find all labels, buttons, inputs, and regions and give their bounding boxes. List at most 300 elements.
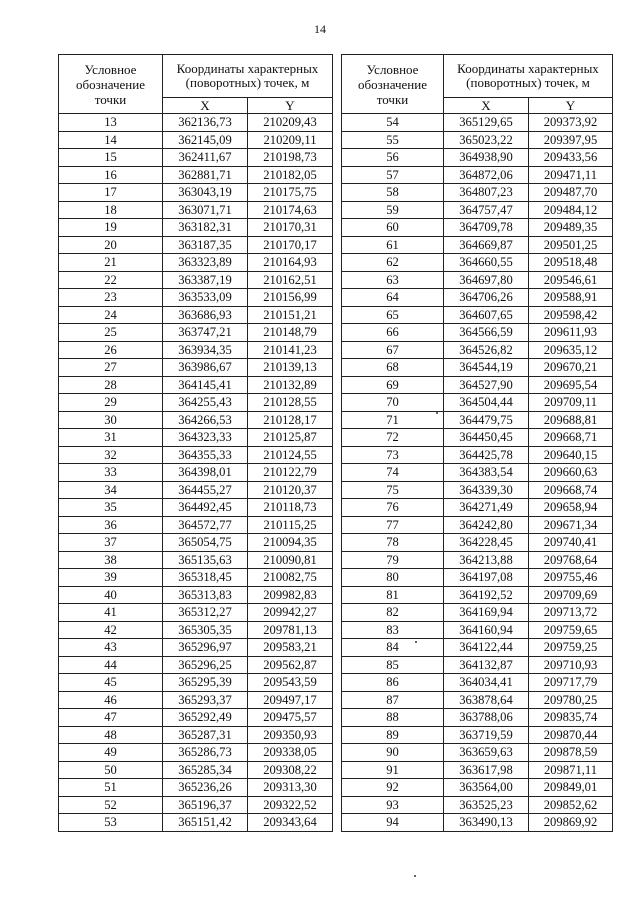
x-coordinate-cell: 364872,06 — [444, 166, 529, 184]
y-coordinate-cell: 209870,44 — [529, 726, 613, 744]
table-row — [59, 639, 333, 657]
point-number-cell: 41 — [59, 604, 163, 622]
x-coordinate-cell: 363043,19 — [163, 184, 248, 202]
point-number-cell: 85 — [342, 656, 444, 674]
y-coordinate-cell: 210175,75 — [248, 184, 333, 202]
y-coordinate-cell: 210164,93 — [248, 254, 333, 272]
table-row — [59, 586, 333, 604]
x-coordinate-cell: 364213,88 — [444, 551, 529, 569]
y-coordinate-cell: 210082,75 — [248, 569, 333, 587]
point-number-cell: 55 — [342, 131, 444, 149]
y-coordinate-cell: 209583,21 — [248, 639, 333, 657]
point-number-cell: 26 — [59, 341, 163, 359]
x-coordinate-cell: 365296,25 — [163, 656, 248, 674]
table-row — [342, 516, 613, 534]
y-coordinate-cell: 210162,51 — [248, 271, 333, 289]
y-coordinate-cell: 210198,73 — [248, 149, 333, 167]
x-coordinate-cell: 365135,63 — [163, 551, 248, 569]
point-number-cell: 68 — [342, 359, 444, 377]
y-coordinate-cell: 209489,35 — [529, 219, 613, 237]
y-coordinate-cell: 209755,46 — [529, 569, 613, 587]
table-row — [342, 114, 613, 132]
y-coordinate-cell: 209640,15 — [529, 446, 613, 464]
point-number-cell: 35 — [59, 499, 163, 517]
y-coordinate-cell: 209695,54 — [529, 376, 613, 394]
table-row — [342, 166, 613, 184]
table-row — [59, 411, 333, 429]
page-number: 14 — [314, 22, 326, 36]
table-row — [342, 429, 613, 447]
table-row — [59, 446, 333, 464]
x-coordinate-cell: 363719,59 — [444, 726, 529, 744]
y-coordinate-cell: 209759,65 — [529, 621, 613, 639]
y-coordinate-cell: 209668,71 — [529, 429, 613, 447]
point-number-cell: 78 — [342, 534, 444, 552]
x-coordinate-cell: 363187,35 — [163, 236, 248, 254]
coordinates-table-left — [58, 54, 333, 832]
table-row — [59, 376, 333, 394]
y-coordinate-cell: 209713,72 — [529, 604, 613, 622]
point-number-cell: 76 — [342, 499, 444, 517]
point-number-cell: 62 — [342, 254, 444, 272]
point-number-cell: 84 — [342, 639, 444, 657]
y-coordinate-cell: 210128,17 — [248, 411, 333, 429]
table-row — [59, 604, 333, 622]
point-number-cell: 92 — [342, 779, 444, 797]
y-coordinate-cell: 210115,25 — [248, 516, 333, 534]
x-coordinate-cell: 364034,41 — [444, 674, 529, 692]
point-number-cell: 87 — [342, 691, 444, 709]
x-coordinate-cell: 365295,39 — [163, 674, 248, 692]
y-coordinate-cell: 209322,52 — [248, 796, 333, 814]
y-coordinate-cell: 209487,70 — [529, 184, 613, 202]
coordinates-table-right — [341, 54, 613, 832]
point-number-cell: 21 — [59, 254, 163, 272]
x-coordinate-cell: 364807,23 — [444, 184, 529, 202]
x-coordinate-cell: 362411,67 — [163, 149, 248, 167]
x-coordinate-cell: 364479,75 — [444, 411, 529, 429]
y-coordinate-cell: 209982,83 — [248, 586, 333, 604]
y-coordinate-cell: 210141,23 — [248, 341, 333, 359]
y-coordinate-cell: 210090,81 — [248, 551, 333, 569]
x-coordinate-cell: 363323,89 — [163, 254, 248, 272]
point-number-cell: 47 — [59, 709, 163, 727]
table-row — [59, 551, 333, 569]
y-coordinate-cell: 209562,87 — [248, 656, 333, 674]
point-label-header: Условное обозначение точки — [59, 55, 163, 114]
point-number-cell: 23 — [59, 289, 163, 307]
x-coordinate-cell: 365296,97 — [163, 639, 248, 657]
table-row — [59, 114, 333, 132]
y-coordinate-cell: 210124,55 — [248, 446, 333, 464]
y-coordinate-cell: 210151,21 — [248, 306, 333, 324]
point-number-cell: 72 — [342, 429, 444, 447]
table-row — [342, 744, 613, 762]
table-row — [59, 131, 333, 149]
scan-speck — [436, 412, 438, 414]
table-row — [59, 236, 333, 254]
y-coordinate-cell: 210170,17 — [248, 236, 333, 254]
y-coordinate-cell: 209343,64 — [248, 814, 333, 832]
table-row — [59, 814, 333, 832]
table-row — [59, 184, 333, 202]
y-coordinate-cell: 209670,21 — [529, 359, 613, 377]
x-coordinate-cell: 364504,44 — [444, 394, 529, 412]
x-coordinate-cell: 364660,55 — [444, 254, 529, 272]
point-number-cell: 18 — [59, 201, 163, 219]
table-row — [342, 289, 613, 307]
x-coordinate-cell: 363071,71 — [163, 201, 248, 219]
table-row — [59, 289, 333, 307]
point-number-cell: 39 — [59, 569, 163, 587]
x-coordinate-cell: 364242,80 — [444, 516, 529, 534]
table-row — [59, 324, 333, 342]
point-number-cell: 53 — [59, 814, 163, 832]
point-number-cell: 64 — [342, 289, 444, 307]
y-coordinate-cell: 209710,93 — [529, 656, 613, 674]
table-row — [59, 499, 333, 517]
point-number-cell: 57 — [342, 166, 444, 184]
y-coordinate-cell: 209709,69 — [529, 586, 613, 604]
point-number-cell: 73 — [342, 446, 444, 464]
point-number-cell: 56 — [342, 149, 444, 167]
point-number-cell: 50 — [59, 761, 163, 779]
y-coordinate-cell: 209308,22 — [248, 761, 333, 779]
point-number-cell: 59 — [342, 201, 444, 219]
table-row — [59, 569, 333, 587]
x-header: X — [163, 98, 248, 114]
x-coordinate-cell: 363182,31 — [163, 219, 248, 237]
point-number-cell: 61 — [342, 236, 444, 254]
point-number-cell: 13 — [59, 114, 163, 132]
y-coordinate-cell: 209373,92 — [529, 114, 613, 132]
x-coordinate-cell: 363533,09 — [163, 289, 248, 307]
table-row — [59, 674, 333, 692]
x-coordinate-cell: 364132,87 — [444, 656, 529, 674]
point-number-cell: 77 — [342, 516, 444, 534]
x-coordinate-cell: 363986,67 — [163, 359, 248, 377]
x-coordinate-cell: 363490,13 — [444, 814, 529, 832]
point-number-cell: 31 — [59, 429, 163, 447]
point-number-cell: 44 — [59, 656, 163, 674]
y-coordinate-cell: 209475,57 — [248, 709, 333, 727]
point-number-cell: 25 — [59, 324, 163, 342]
point-number-cell: 65 — [342, 306, 444, 324]
point-number-cell: 82 — [342, 604, 444, 622]
y-coordinate-cell: 209878,59 — [529, 744, 613, 762]
table-row — [59, 709, 333, 727]
y-coordinate-cell: 209852,62 — [529, 796, 613, 814]
x-coordinate-cell: 364323,33 — [163, 429, 248, 447]
table-row — [342, 796, 613, 814]
y-coordinate-cell: 209588,91 — [529, 289, 613, 307]
x-coordinate-cell: 364450,45 — [444, 429, 529, 447]
y-coordinate-cell: 210209,11 — [248, 131, 333, 149]
point-number-cell: 45 — [59, 674, 163, 692]
scan-speck — [414, 875, 416, 877]
point-number-cell: 60 — [342, 219, 444, 237]
table-row — [59, 516, 333, 534]
x-coordinate-cell: 363387,19 — [163, 271, 248, 289]
table-row — [59, 464, 333, 482]
y-coordinate-cell: 209611,93 — [529, 324, 613, 342]
y-coordinate-cell: 209717,79 — [529, 674, 613, 692]
table-row — [342, 551, 613, 569]
x-coordinate-cell: 364145,41 — [163, 376, 248, 394]
x-coordinate-cell: 364383,54 — [444, 464, 529, 482]
y-coordinate-cell: 210128,55 — [248, 394, 333, 412]
x-coordinate-cell: 365305,35 — [163, 621, 248, 639]
point-number-cell: 49 — [59, 744, 163, 762]
x-coordinate-cell: 365129,65 — [444, 114, 529, 132]
point-number-cell: 37 — [59, 534, 163, 552]
point-number-cell: 52 — [59, 796, 163, 814]
point-number-cell: 46 — [59, 691, 163, 709]
table-row — [342, 621, 613, 639]
x-coordinate-cell: 365292,49 — [163, 709, 248, 727]
table-row — [59, 656, 333, 674]
point-number-cell: 32 — [59, 446, 163, 464]
coordinates-header: Координаты характерных (поворотных) точек, м — [444, 55, 613, 98]
point-number-cell: 80 — [342, 569, 444, 587]
table-row — [342, 709, 613, 727]
x-coordinate-cell: 364669,87 — [444, 236, 529, 254]
point-number-cell: 29 — [59, 394, 163, 412]
x-coordinate-cell: 365285,34 — [163, 761, 248, 779]
x-coordinate-cell: 364757,47 — [444, 201, 529, 219]
y-coordinate-cell: 209668,74 — [529, 481, 613, 499]
x-coordinate-cell: 365313,83 — [163, 586, 248, 604]
x-coordinate-cell: 364455,27 — [163, 481, 248, 499]
x-coordinate-cell: 364527,90 — [444, 376, 529, 394]
point-number-cell: 63 — [342, 271, 444, 289]
x-coordinate-cell: 365287,31 — [163, 726, 248, 744]
y-coordinate-cell: 209780,25 — [529, 691, 613, 709]
table-row — [342, 201, 613, 219]
x-coordinate-cell: 363564,00 — [444, 779, 529, 797]
y-coordinate-cell: 209543,59 — [248, 674, 333, 692]
point-number-cell: 20 — [59, 236, 163, 254]
y-coordinate-cell: 209350,93 — [248, 726, 333, 744]
x-coordinate-cell: 365151,42 — [163, 814, 248, 832]
table-row — [342, 534, 613, 552]
point-number-cell: 33 — [59, 464, 163, 482]
y-coordinate-cell: 209688,81 — [529, 411, 613, 429]
y-header: Y — [529, 98, 613, 114]
x-coordinate-cell: 364544,19 — [444, 359, 529, 377]
y-header: Y — [248, 98, 333, 114]
point-number-cell: 71 — [342, 411, 444, 429]
x-coordinate-cell: 364266,53 — [163, 411, 248, 429]
point-number-cell: 14 — [59, 131, 163, 149]
x-coordinate-cell: 363934,35 — [163, 341, 248, 359]
x-coordinate-cell: 364492,45 — [163, 499, 248, 517]
y-coordinate-cell: 209835,74 — [529, 709, 613, 727]
x-coordinate-cell: 364271,49 — [444, 499, 529, 517]
point-number-cell: 88 — [342, 709, 444, 727]
x-coordinate-cell: 363878,64 — [444, 691, 529, 709]
point-number-cell: 17 — [59, 184, 163, 202]
y-coordinate-cell: 209740,41 — [529, 534, 613, 552]
point-number-cell: 81 — [342, 586, 444, 604]
table-row — [342, 149, 613, 167]
table-row — [342, 726, 613, 744]
x-coordinate-cell: 365054,75 — [163, 534, 248, 552]
y-coordinate-cell: 209871,11 — [529, 761, 613, 779]
y-coordinate-cell: 209635,12 — [529, 341, 613, 359]
x-coordinate-cell: 363525,23 — [444, 796, 529, 814]
table-row — [59, 796, 333, 814]
y-coordinate-cell: 210209,43 — [248, 114, 333, 132]
point-label-header: Условное обозначение точки — [342, 55, 444, 114]
point-number-cell: 30 — [59, 411, 163, 429]
x-coordinate-cell: 364192,52 — [444, 586, 529, 604]
table-row — [59, 219, 333, 237]
table-row — [342, 691, 613, 709]
table-row — [342, 656, 613, 674]
x-coordinate-cell: 365236,26 — [163, 779, 248, 797]
y-coordinate-cell: 209768,64 — [529, 551, 613, 569]
point-number-cell: 86 — [342, 674, 444, 692]
y-coordinate-cell: 209942,27 — [248, 604, 333, 622]
table-row — [342, 359, 613, 377]
x-coordinate-cell: 365196,37 — [163, 796, 248, 814]
table-row — [342, 324, 613, 342]
table-row — [59, 726, 333, 744]
point-number-cell: 94 — [342, 814, 444, 832]
point-number-cell: 36 — [59, 516, 163, 534]
table-row — [59, 429, 333, 447]
x-coordinate-cell: 365293,37 — [163, 691, 248, 709]
y-coordinate-cell: 209501,25 — [529, 236, 613, 254]
point-number-cell: 43 — [59, 639, 163, 657]
table-row — [59, 691, 333, 709]
table-row — [342, 499, 613, 517]
point-number-cell: 70 — [342, 394, 444, 412]
table-row — [59, 744, 333, 762]
x-coordinate-cell: 363788,06 — [444, 709, 529, 727]
x-coordinate-cell: 364607,65 — [444, 306, 529, 324]
table-row — [342, 761, 613, 779]
point-number-cell: 34 — [59, 481, 163, 499]
y-coordinate-cell: 210094,35 — [248, 534, 333, 552]
x-coordinate-cell: 364526,82 — [444, 341, 529, 359]
x-coordinate-cell: 363747,21 — [163, 324, 248, 342]
y-coordinate-cell: 209518,48 — [529, 254, 613, 272]
table-row — [59, 341, 333, 359]
y-coordinate-cell: 210156,99 — [248, 289, 333, 307]
y-coordinate-cell: 210120,37 — [248, 481, 333, 499]
point-number-cell: 16 — [59, 166, 163, 184]
x-coordinate-cell: 363686,93 — [163, 306, 248, 324]
coordinates-header: Координаты характерных (поворотных) точек, м — [163, 55, 333, 98]
y-coordinate-cell: 210170,31 — [248, 219, 333, 237]
x-coordinate-cell: 364160,94 — [444, 621, 529, 639]
table-row — [342, 674, 613, 692]
x-coordinate-cell: 364228,45 — [444, 534, 529, 552]
point-number-cell: 22 — [59, 271, 163, 289]
x-coordinate-cell: 364339,30 — [444, 481, 529, 499]
y-coordinate-cell: 209671,34 — [529, 516, 613, 534]
y-coordinate-cell: 210182,05 — [248, 166, 333, 184]
point-number-cell: 74 — [342, 464, 444, 482]
table-row — [59, 481, 333, 499]
x-coordinate-cell: 364697,80 — [444, 271, 529, 289]
x-coordinate-cell: 364355,33 — [163, 446, 248, 464]
table-row — [342, 639, 613, 657]
point-number-cell: 48 — [59, 726, 163, 744]
y-coordinate-cell: 210174,63 — [248, 201, 333, 219]
y-coordinate-cell: 210125,87 — [248, 429, 333, 447]
table-row — [342, 271, 613, 289]
table-row — [59, 534, 333, 552]
table-row — [342, 604, 613, 622]
point-number-cell: 83 — [342, 621, 444, 639]
table-row — [342, 586, 613, 604]
point-number-cell: 38 — [59, 551, 163, 569]
scan-speck — [415, 641, 417, 643]
x-coordinate-cell: 364425,78 — [444, 446, 529, 464]
table-row — [59, 394, 333, 412]
table-row — [59, 779, 333, 797]
y-coordinate-cell: 209497,17 — [248, 691, 333, 709]
point-number-cell: 90 — [342, 744, 444, 762]
y-coordinate-cell: 209759,25 — [529, 639, 613, 657]
table-row — [342, 376, 613, 394]
y-coordinate-cell: 209397,95 — [529, 131, 613, 149]
point-number-cell: 19 — [59, 219, 163, 237]
x-coordinate-cell: 362145,09 — [163, 131, 248, 149]
x-header: X — [444, 98, 529, 114]
table-row — [342, 464, 613, 482]
point-number-cell: 15 — [59, 149, 163, 167]
y-coordinate-cell: 210132,89 — [248, 376, 333, 394]
point-number-cell: 91 — [342, 761, 444, 779]
x-coordinate-cell: 364566,59 — [444, 324, 529, 342]
y-coordinate-cell: 209484,12 — [529, 201, 613, 219]
x-coordinate-cell: 365312,27 — [163, 604, 248, 622]
table-row — [342, 131, 613, 149]
table-row — [342, 446, 613, 464]
table-row — [59, 761, 333, 779]
table-row — [59, 271, 333, 289]
table-row — [59, 149, 333, 167]
x-coordinate-cell: 364572,77 — [163, 516, 248, 534]
y-coordinate-cell: 209660,63 — [529, 464, 613, 482]
x-coordinate-cell: 365286,73 — [163, 744, 248, 762]
x-coordinate-cell: 365318,45 — [163, 569, 248, 587]
y-coordinate-cell: 210148,79 — [248, 324, 333, 342]
table-row — [342, 184, 613, 202]
table-row — [342, 411, 613, 429]
x-coordinate-cell: 364169,94 — [444, 604, 529, 622]
point-number-cell: 51 — [59, 779, 163, 797]
point-number-cell: 27 — [59, 359, 163, 377]
table-row — [342, 254, 613, 272]
table-row — [59, 621, 333, 639]
x-coordinate-cell: 364122,44 — [444, 639, 529, 657]
table-row — [342, 394, 613, 412]
x-coordinate-cell: 363659,63 — [444, 744, 529, 762]
x-coordinate-cell: 364255,43 — [163, 394, 248, 412]
table-row — [342, 814, 613, 832]
table-row — [342, 306, 613, 324]
table-row — [342, 481, 613, 499]
x-coordinate-cell: 364709,78 — [444, 219, 529, 237]
x-coordinate-cell: 362136,73 — [163, 114, 248, 132]
table-row — [342, 219, 613, 237]
point-number-cell: 40 — [59, 586, 163, 604]
